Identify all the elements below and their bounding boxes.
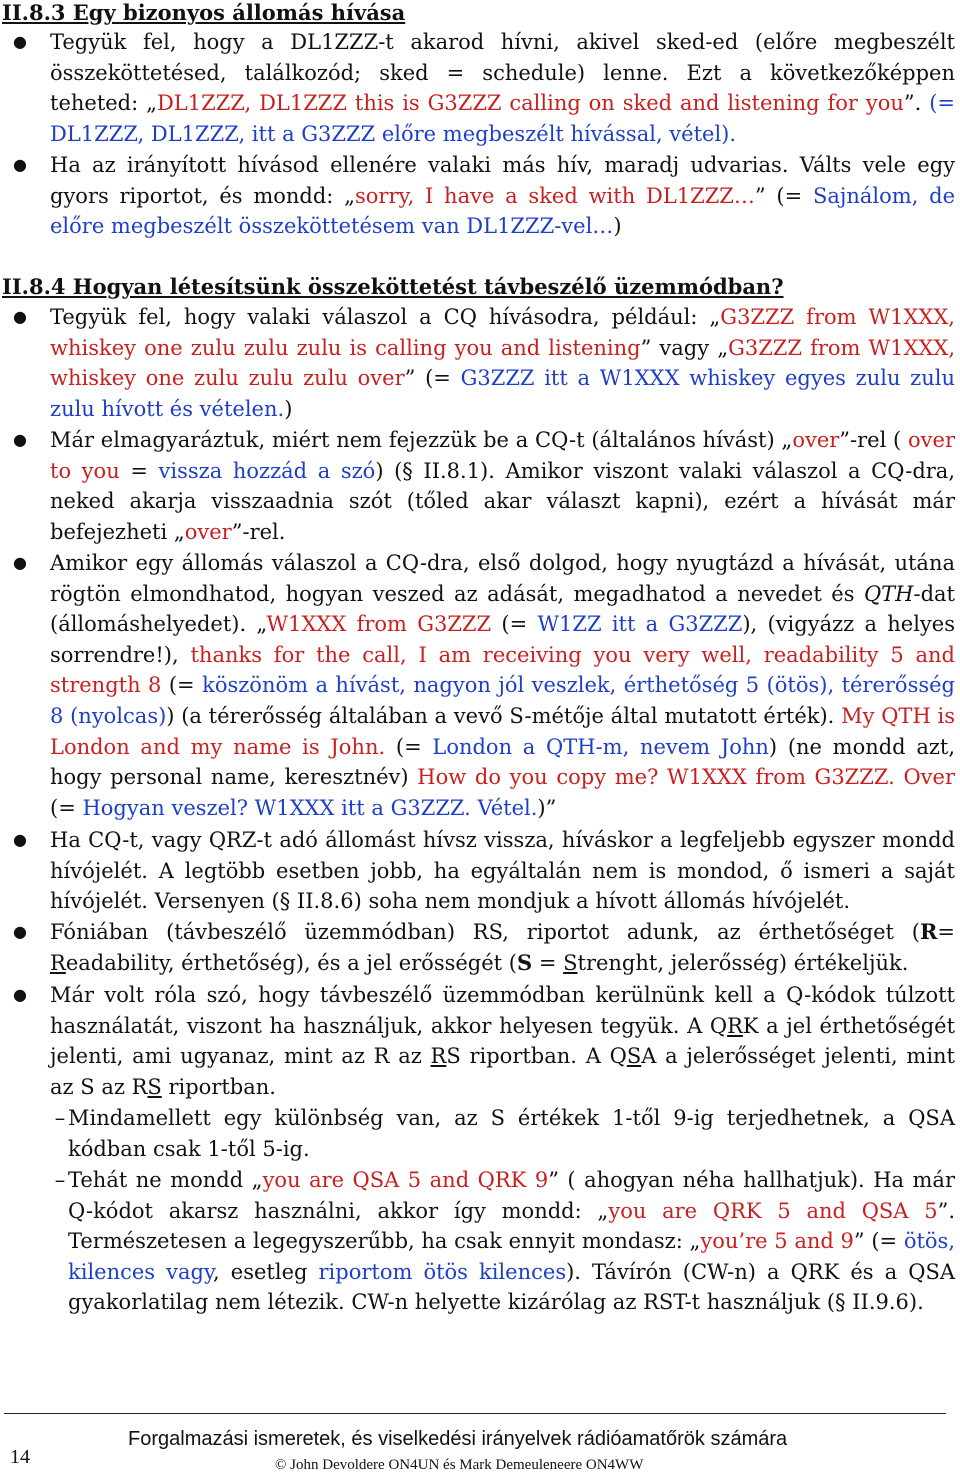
text: ) (§ II.8.1). Amikor viszont valaki válaszol a CQ-dra, neked akarja visszaadnia szót (tőled akar választ kapni), ezért a hívását már befejezheti „ <box>50 458 955 544</box>
paragraph-first-reply <box>50 548 955 823</box>
english-phrase: How do you copy me? W1XXX from G3ZZZ. Over <box>417 765 955 790</box>
text: ), (vigyázz a helyes sorrendre!), <box>50 612 955 667</box>
paragraph-rs-report <box>50 917 955 978</box>
footer-divider <box>4 1413 946 1414</box>
text: (= <box>385 734 433 759</box>
footer-title: Forgalmazási ismeretek, és viselkedési irányelvek rádióamatőrök számára <box>128 1428 788 1450</box>
translation-phrase: vissza hozzád a szó <box>158 458 376 483</box>
bullet-icon: ● <box>13 155 27 174</box>
translation-phrase: London a QTH-m, nevem John <box>432 734 769 759</box>
text: A a jelerősséget jelenti, mint az S az R <box>50 1044 955 1099</box>
english-phrase: over <box>184 519 232 544</box>
text: Már volt róla szó, hogy távbeszélő üzemmódban kerülnünk kell a Q-kódok túlzott használatát, viszont ha használjuk, akkor helyesen tegyük. A Q <box>50 983 955 1038</box>
text: = <box>532 950 564 975</box>
paragraph-stay-polite <box>50 150 955 242</box>
translation-phrase: riportom ötös kilences <box>318 1259 567 1284</box>
english-phrase: My QTH is London and my name is John. <box>50 703 955 759</box>
text: Fóniában (távbeszélő üzemmódban) RS, riportot adunk, az érthetőséget ( <box>50 920 920 944</box>
text: = <box>937 920 955 944</box>
section-heading-ii-8-4: II.8.4 Hogyan létesítsünk összeköttetést távbeszélő üzemmódban? <box>2 274 784 299</box>
paragraph-cq-answer <box>50 302 955 424</box>
text: trenght, jelerősség) értékeljük. <box>577 950 909 975</box>
section-heading-ii-8-3: II.8.3 Egy bizonyos állomás hívása <box>2 0 406 25</box>
text: Tegyük fel, hogy a DL1ZZZ-t akarod hívni, akivel sked-ed (előre megbeszélt összeköttetésed, találkozód; sked = schedule) lenne. Ezt a következőképpen teheted: „ <box>50 30 955 116</box>
bullet-icon: ● <box>13 553 27 572</box>
underlined-letter: S <box>147 1074 162 1099</box>
underlined-letter: R <box>727 1013 743 1038</box>
text: Mindamellett egy különbség van, az S értékek 1-től 9-ig terjedhetnek, a QSA kódban csak 1-től 5-ig. <box>68 1106 955 1161</box>
text: Ha az irányított hívásod ellenére valaki más hív, maradj udvarias. Válts vele egy gyors riportot, és mondd: „ <box>50 153 955 208</box>
text: ) <box>613 214 622 239</box>
bullet-icon: ● <box>13 307 27 326</box>
translation-phrase: köszönöm a hívást, nagyon jól veszlek, érthetőség 5 (ötös), térerősség 8 (nyolcas) <box>50 673 956 728</box>
text: ”. <box>903 91 930 116</box>
paragraph-qsa-range <box>68 1103 955 1164</box>
text: ) (a térerősség általában a vevő S-métője által mutatott érték). <box>166 703 842 728</box>
text: ”-rel ( <box>839 428 909 452</box>
text: ” (= <box>404 366 461 391</box>
underlined-letter: S <box>626 1044 642 1069</box>
text: Tehát ne mondd „ <box>68 1168 263 1192</box>
dash-marker: – <box>54 1168 66 1192</box>
english-phrase: G3ZZZ from W1XXX, whiskey one zulu zulu zulu over <box>50 335 956 391</box>
text: ” (= <box>754 183 813 208</box>
bullet-icon: ● <box>13 922 27 941</box>
text: (= <box>50 795 83 820</box>
english-phrase: you’re 5 and 9 <box>700 1229 854 1254</box>
paragraph-sked-call <box>50 27 955 149</box>
text: ” ( ahogyan néha hallhatjuk). Ha már Q-kódot akarsz használni, akkor így mondd: „ <box>68 1168 955 1223</box>
text: ”. Természetesen a legegyszerűbb, ha csak ennyit mondasz: „ <box>68 1198 955 1254</box>
text: = <box>119 458 159 483</box>
text: S riportban. A Q <box>446 1044 627 1069</box>
text: riportban. <box>161 1074 276 1099</box>
english-phrase: you are QRK 5 and QSA 5 <box>608 1198 938 1223</box>
qth-term: QTH <box>863 581 914 606</box>
bullet-icon: ● <box>13 985 27 1004</box>
bullet-icon: ● <box>13 830 27 849</box>
underlined-letter: S <box>563 950 578 975</box>
text: ”-rel. <box>231 519 286 544</box>
text: Ha CQ-t, vagy QRZ-t adó állomást hívsz vissza, híváskor a legfeljebb egyszer mondd hívójelét. A legtöbb esetben jobb, ha egyáltalán nem is mondod, ő ismeri a saját hívójelét. Versenyen (§ II.8.6) soha nem mondjuk a hívott állomás hívójelét. <box>50 828 955 914</box>
bullet-icon: ● <box>13 430 27 449</box>
english-phrase: sorry, I have a sked with DL1ZZZ… <box>355 183 755 208</box>
text: Tegyük fel, hogy valaki válaszol a CQ hívásodra, például: „ <box>50 305 721 329</box>
english-phrase: over to you <box>50 428 955 483</box>
text: ” (= <box>853 1229 904 1254</box>
text: , esetleg <box>213 1259 319 1284</box>
english-phrase: you are QSA 5 and QRK 9 <box>262 1168 549 1192</box>
translation-phrase: Hogyan veszel? W1XXX itt a G3ZZZ. Vétel. <box>82 795 538 820</box>
english-phrase: G3ZZZ from W1XXX, whiskey one zulu zulu zulu is calling you and listening <box>50 305 955 360</box>
text: K a jel érthetőségét jelenti, ami ugyanaz, mint az R az <box>50 1013 956 1069</box>
text: ) (ne mondd azt, hogy personal name, keresztnév) <box>50 734 956 790</box>
english-phrase: DL1ZZZ, DL1ZZZ this is G3ZZZ calling on sked and listening for you <box>156 91 904 116</box>
translation-phrase: (= DL1ZZZ, DL1ZZZ, itt a G3ZZZ előre megbeszélt hívással, vétel). <box>50 91 955 146</box>
underlined-letter: R <box>430 1044 447 1069</box>
text: )” <box>537 795 557 820</box>
text: (= <box>491 612 538 637</box>
english-phrase: over <box>792 428 840 452</box>
english-phrase: W1XXX from G3ZZZ <box>266 612 492 637</box>
text: ). Távírón (CW-n) a QRK és a QSA gyakorlatilag nem létezik. CW-n helyette kizárólag az RST-t használjuk (§ II.9.6). <box>68 1259 955 1315</box>
paragraph-qrk-qsa-usage <box>68 1165 955 1318</box>
text: (= <box>161 673 203 698</box>
dash-marker: – <box>54 1106 66 1130</box>
text: Már elmagyaráztuk, miért nem fejezzük be a CQ-t (általános hívást) „ <box>50 428 793 452</box>
paragraph-q-codes <box>50 980 955 1102</box>
translation-phrase: G3ZZZ itt a W1XXX whiskey egyes zulu zulu zulu hívott és vételen. <box>50 366 956 421</box>
bold-letter: R <box>919 919 938 944</box>
translation-phrase: Sajnálom, de előre megbeszélt összeköttetésem van DL1ZZZ-vel… <box>50 183 955 239</box>
paragraph-over <box>50 425 955 547</box>
paragraph-callsign <box>50 825 955 917</box>
page-number: 14 <box>10 1446 30 1468</box>
text: ) <box>284 396 293 421</box>
bullet-icon: ● <box>13 32 27 51</box>
text: eadability, érthetőség), és a jel erősségét ( <box>65 950 517 975</box>
english-phrase: thanks for the call, I am receiving you very well, readability 5 and strength 8 <box>50 642 955 698</box>
translation-phrase: W1ZZ itt a G3ZZZ <box>537 612 743 637</box>
text: -dat (állomáshelyedet). „ <box>50 581 955 637</box>
text: Amikor egy állomás válaszol a CQ-dra, első dolgod, hogy nyugtázd a hívását, utána rögtön elmondhatod, hogyan veszed az adását, megadhatod a nevedet és <box>50 551 955 606</box>
footer-copyright: © John Devoldere ON4UN és Mark Demeuleneere ON4WW <box>275 1457 644 1473</box>
text: ” vagy „ <box>640 335 729 360</box>
bold-letter: S <box>516 949 533 975</box>
underlined-letter: R <box>50 950 66 975</box>
translation-phrase: ötös, kilences vagy <box>68 1229 955 1284</box>
